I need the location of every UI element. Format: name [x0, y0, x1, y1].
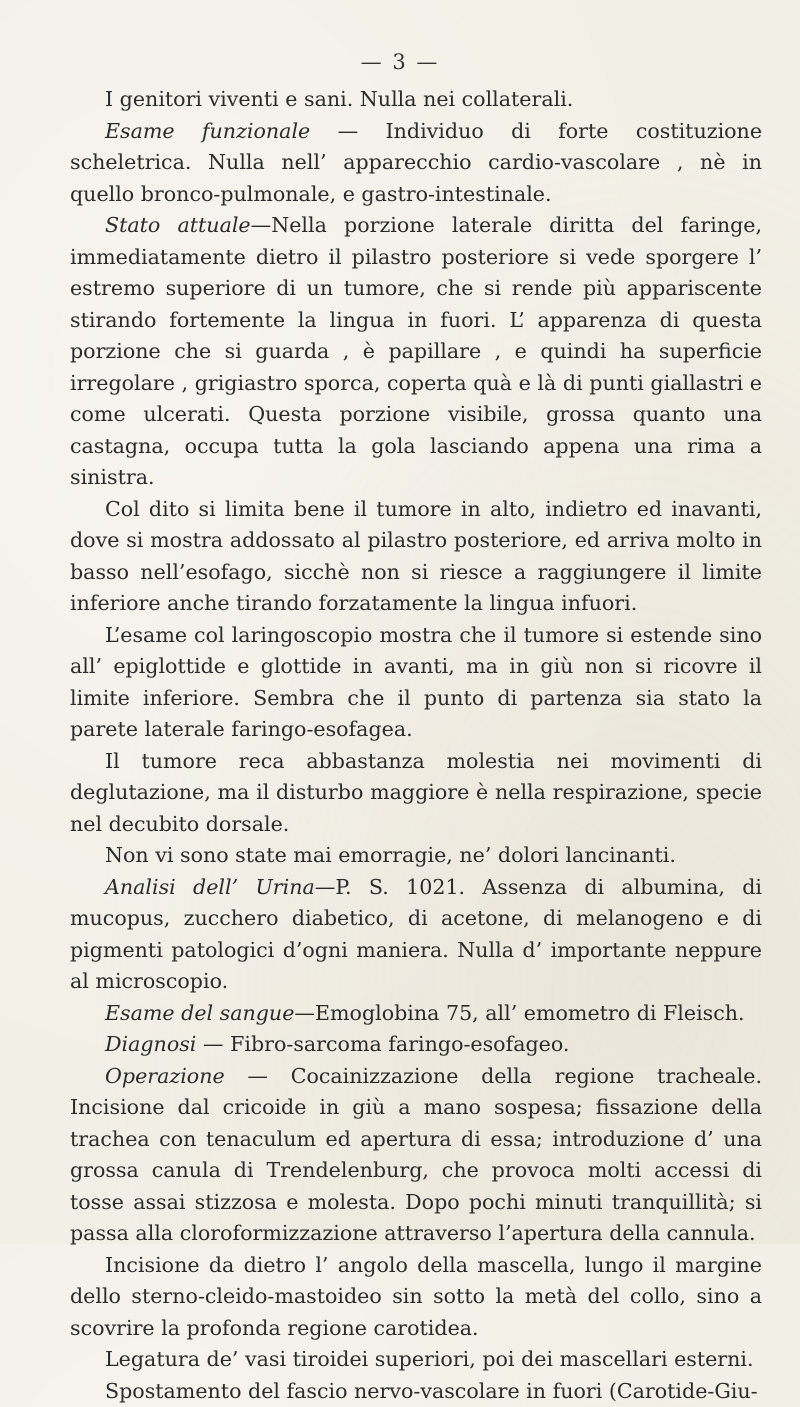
separator: —	[225, 1064, 291, 1088]
paragraph-ligature	[70, 1344, 762, 1376]
paragraph-laryngoscope	[70, 620, 762, 746]
paragraph-text: P. S. 1021. Assenza di albumina, di mucopus, zucchero diabetico, di acetone, di melanogeno e di pigmenti patologici d’ogni maniera. Nulla d’ importante neppure al microscopio.	[70, 875, 762, 994]
paragraph-text: Spostamento del fascio nervo-vascolare in fuori (Carotide-Giu-	[105, 1379, 758, 1403]
paragraph-operation	[70, 1061, 762, 1250]
paragraph-current-state	[70, 210, 762, 494]
paragraph-blood-exam	[70, 998, 762, 1030]
paragraph-displacement	[70, 1376, 762, 1407]
paragraph-incision	[70, 1250, 762, 1345]
section-label: Esame del sangue	[105, 1001, 294, 1025]
separator: —	[294, 1001, 315, 1025]
section-label: Diagnosi	[105, 1032, 196, 1056]
paragraph-text: Fibro-sarcoma faringo-esofageo.	[230, 1032, 569, 1056]
separator: —	[196, 1032, 230, 1056]
paragraph-text: Emoglobina 75, all’ emometro di Fleisch.	[315, 1001, 745, 1025]
separator: —	[310, 119, 385, 143]
page-number: — 3 —	[0, 50, 800, 74]
section-label: Esame funzionale	[105, 119, 310, 143]
paragraph-text: Legatura de’ vasi tiroidei superiori, poi dei mascellari esterni.	[105, 1347, 754, 1371]
paragraph-text: Incisione da dietro l’ angolo della mascella, lungo il margine dello sterno-cleido-mastoideo sin sotto la metà del collo, sino a scovrire la profonda regione carotidea.	[70, 1253, 762, 1340]
paragraph-text: Individuo di forte costituzione scheletrica. Nulla nell’ apparecchio cardio-vascolare , nè in quello bronco-pulmonale, e gastro-intestinale.	[70, 119, 762, 206]
paragraph-palpation	[70, 494, 762, 620]
paragraph-hemorrhage	[70, 840, 762, 872]
section-label: Stato attuale	[105, 213, 251, 237]
separator: —	[315, 875, 336, 899]
paragraph-text: Nella porzione laterale diritta del faringe, immediatamente dietro il pilastro posteriore si vede sporgere l’ estremo superiore di un tumore, che si rende più appariscente stirando fortemente la lingua in fuori. L’ apparenza di questa porzione che si guarda , è papillare , e quindi ha superficie irregolare , grigiastro sporca, coperta quà e là di punti giallastri e come ulcerati. Questa porzione visibile, grossa quanto una castagna, occupa tutta la gola lasciando appena una rima a sinistra.	[70, 213, 762, 489]
paragraph-diagnosis	[70, 1029, 762, 1061]
section-label: Analisi dell’ Urina	[105, 875, 315, 899]
paragraph-text: I genitori viventi e sani. Nulla nei collaterali.	[105, 87, 573, 111]
paragraph-text: Cocainizzazione della regione tracheale. Incisione dal cricoide in giù a mano sospesa; fissazione della trachea con tenaculum ed apertura di essa; introduzione d’ una grossa canula di Trendelenburg, che provoca molti accessi di tosse assai stizzosa e molesta. Dopo pochi minuti tranquillità; si passa alla cloroformizzazione attraverso l’apertura della cannula.	[70, 1064, 762, 1246]
paragraph-text: Col dito si limita bene il tumore in alto, indietro ed inavanti, dove si mostra addossato al pilastro posteriore, ed arriva molto in basso nell’esofago, sicchè non si riesce a raggiungere il limite inferiore anche tirando forzatamente la lingua infuori.	[70, 497, 762, 616]
paragraph-text: L’esame col laringoscopio mostra che il tumore si estende sino all’ epiglottide e glottide in avanti, ma in giù non si ricovre il limite inferiore. Sembra che il punto di partenza sia stato la parete laterale faringo-esofagea.	[70, 623, 762, 742]
paragraph-symptoms	[70, 746, 762, 841]
separator: —	[251, 213, 272, 237]
section-label: Operazione	[105, 1064, 225, 1088]
paragraph-functional-exam	[70, 116, 762, 211]
paragraph-text: Il tumore reca abbastanza molestia nei movimenti di deglutazione, ma il disturbo maggiore è nella respirazione, specie nel decubito dorsale.	[70, 749, 762, 836]
paragraph-urine-analysis	[70, 872, 762, 998]
body-text	[70, 84, 762, 1407]
paragraph-text: Non vi sono state mai emorragie, ne’ dolori lancinanti.	[105, 843, 676, 867]
paragraph-family-history	[70, 84, 762, 116]
